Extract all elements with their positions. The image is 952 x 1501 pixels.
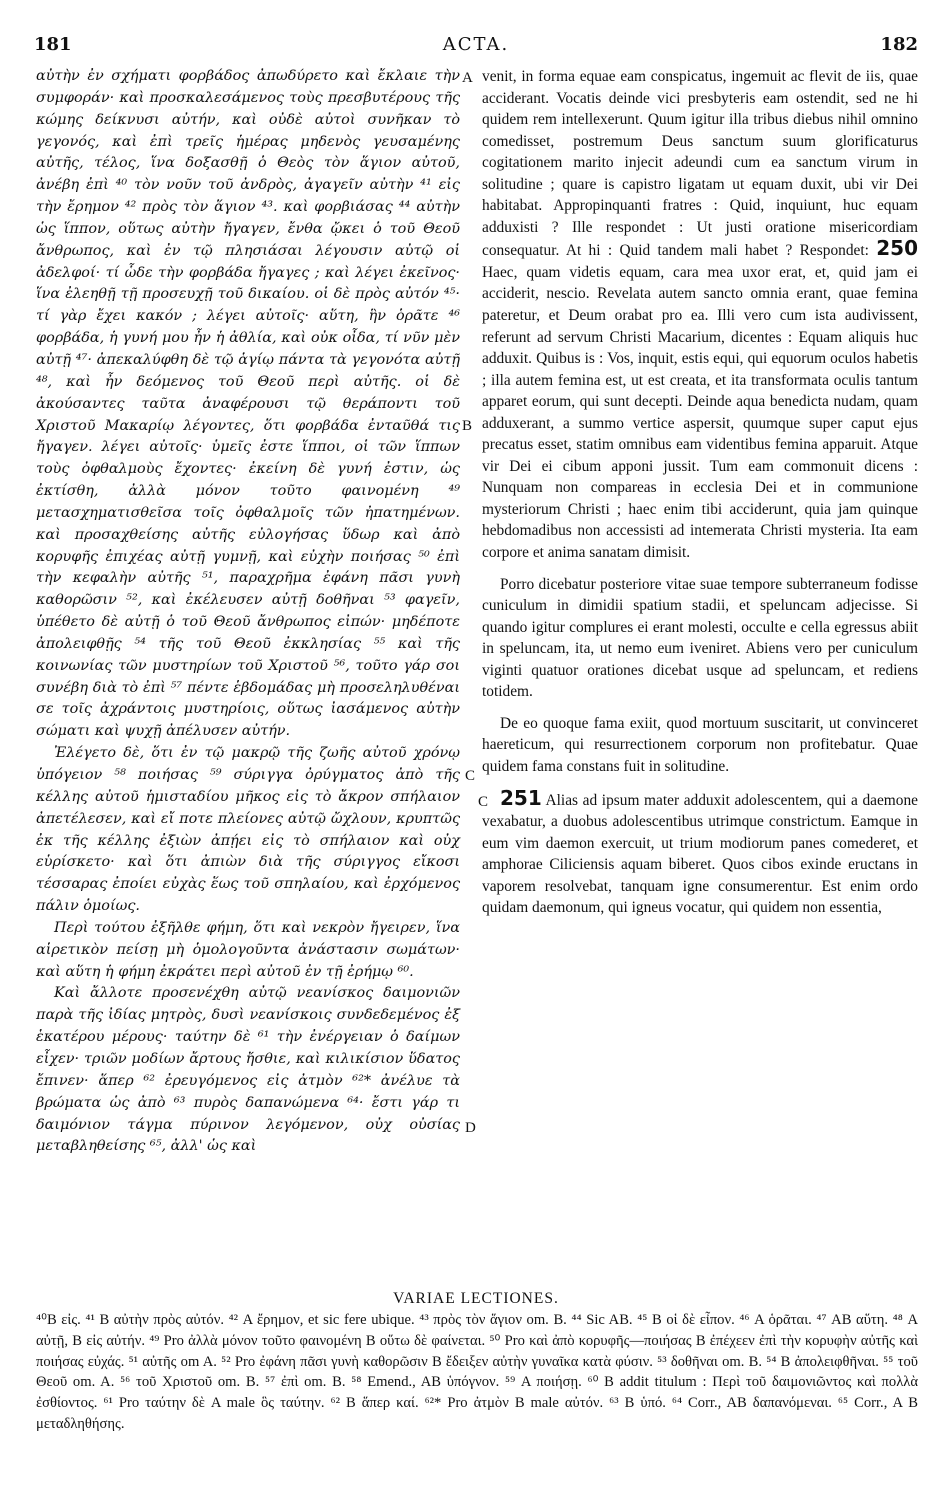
variae-lectiones-title: VARIAE LECTIONES. [393,1290,559,1307]
section-marker-a: A [462,70,473,86]
latin-paragraph-1-text: venit, in forma equae eam conspicatus, ingemuit ac flevit de iis, quae acciderant. Vocatis deinde vici presbyteris eam ostendit, sed ne hi quidem rem intellexerunt. Quum igitur illa tribus diebus nihil omnino comedisset, postremum Deus sanctum suum glorificaturus cogitationem marito injecit adeundi cum ea sanctum virum in solitudine ; quare is capistro ligatam ut equam duxit, ubi vir Dei habitabat. Appropinquanti fratres : Quid, inquiunt, huc equam adduxisti ? Ille respondet : Ut justi oratione misericordiam consequatur. At hi : Quid tandem mali habet ? Respondet: [482,68,918,260]
section-marker-b: B [462,418,473,434]
page-header [34,34,918,60]
latin-paragraph-1 [482,66,918,564]
latin-paragraph-2: Porro dicebatur posteriore vitae suae tempore subterraneum fodisse cuniculum in dimidii spatium stadii, et speluncam adjecisse. Si quando igitur complures ei erant molesti, occulte e cella egressus abiit in speluncam, ita, ut nemo eum iveniret. Abiens vero per cuniculum viginti quatuor orationes dicebat usque ad speluncam, et rediens totidem. [482,575,918,701]
latin-paragraph-1-continued: Haec, quam videtis equam, cara mea uxor erat, et, quid jam ei acciderit, nescio. Revelata autem sancto omnia erant, quae femina pateretur, et Deum orabat pro ea. Illi vero cum ista audivissent, referunt ad servum Christi Macarium, dicentes : Equam aliquis huc adduxit. Quibus is : Vos, inquit, estis equi, qui equorum oculos habetis ; illa autem femina est, ut est creata, et ita transformata oculis tantum apparet eorum, qui sunt decepti. Deinde aqua benedicta nudam, quam adduxerant, a summo vertice aspersit, quumque super caput ejus precatus esset, statim omnibus eam videntibus femina apparuit. Atque vir Dei ei cibum apponi jussit. Tum eam commonuit dicens : Nunquam non compareas in ecclesia Dei et in communione mysteriorum Christi ; haec enim tibi acciderunt, quia jam quinque hebdomadibus non accessisti ad intemerata Christi mysteria. Ita eam corpore et anima sanatam dimisit. [482,263,918,562]
section-marker-c-right: C [478,794,489,810]
page-number-right: 182 [880,34,918,55]
section-marker-c-left: C [465,768,476,784]
greek-paragraph-1: αὐτὴν ἐν σχήματι φορβάδος ἀπωδύρετο καὶ ἔκλαιε τὴν συμφοράν· καὶ προσκαλεσάμενος τοὺς πρεσβυτέρους τῆς κώμης δείκνυσι αὐτήν, καὶ οὐδὲ αὐτοὶ συνῆκαν τὸ γεγονός, καὶ ἐπὶ τρεῖς ἡμέρας μηδενὸς γευσαμένης αὐτῆς, τέλος, ἵνα δοξασθῇ ὁ Θεὸς τὸν ἅγιον αὐτοῦ, ἀνέβη ἐπὶ ⁴⁰ τὸν νοῦν τοῦ ἀνδρὸς, ἀγαγεῖν αὐτὴν ⁴¹ εἰς τὴν ἔρημον ⁴² πρὸς τὸν ἅγιον ⁴³. καὶ φορβιάσας ⁴⁴ αὐτὴν ὡς ἵππον, οὕτως αὐτὴν ἤγαγεν, ἔνθα ᾤκει ὁ τοῦ Θεοῦ ἄνθρωπος, καὶ ἐν τῷ πλησιάσαι λέγουσιν αὐτῷ οἱ ἀδελφοί· τί ὧδε τὴν φορβάδα ἤγαγες ; καὶ λέγει ἐκεῖνος· ἵνα ἐλεηθῇ τῇ προσευχῇ τοῦ δικαίου. οἱ δὲ πρὸς αὐτόν ⁴⁵· τί γὰρ ἔχει κακόν ; λέγει αὐτοῖς· αὕτη, ἣν ὁρᾶτε ⁴⁶ φορβάδα, ἡ γυνή μου ἦν ἡ ἀθλία, καὶ οὐκ οἶδα, τί νῦν μὲν αὐτῇ ⁴⁷· ἀπεκαλύφθη δὲ τῷ ἁγίῳ πάντα τὰ γεγονότα αὐτῇ ⁴⁸, καὶ ἦν δεόμενος τοῦ Θεοῦ περὶ αὐτῆς. οἱ δὲ ἀκούσαντες ταῦτα ἀναφέρουσι τῷ θεράποντι τοῦ Χριστοῦ Μακαρίῳ λέγοντες, ὅτι φορβάδα ἐνταῦθά τις ἤγαγεν. λέγει αὐτοῖς· ὑμεῖς ἐστε ἵπποι, οἱ τῶν ἵππων τοὺς ὀφθαλμοὺς ἔχοντες· ἐκείνη δὲ γυνή ἐστιν, ὡς ἐκτίσθη, ἀλλὰ μόνον τοῦτο φαινομένη ⁴⁹ μετασχηματισθεῖσα τοῖς ὀφθαλμοῖς τῶν ἠπατημένων. καὶ προσαχθείσης αὐτῆς εὐλογήσας ὕδωρ καὶ ἀπὸ κορυφῆς ἐπιχέας αὐτῇ γυμνῇ, καὶ εὐχὴν ποιήσας ⁵⁰ ἐπὶ τὴν κεφαλὴν αὐτῆς ⁵¹, παραχρῆμα ἐφάνη πᾶσι γυνὴ καθορῶσιν ⁵², καὶ ἐκέλευσεν αὐτῇ δοθῆναι ⁵³ φαγεῖν, ὑπέθετο δὲ αὐτῇ ὁ τοῦ Θεοῦ ἄνθρωπος εἰπών· μηδέποτε ἀπολειφθῇς ⁵⁴ τῆς τοῦ Θεοῦ ἐκκλησίας ⁵⁵ καὶ τῆς κοινωνίας τῶν μυστηρίων τοῦ Χριστοῦ ⁵⁶, τοῦτο γάρ σοι συνέβη διὰ τὸ ἐπὶ ⁵⁷ πέντε ἑβδομάδας μὴ προσεληλυθέναι σε τοῖς ἀχράντοις μυστηρίοις, οὕτως ἰασάμενος αὐτὴν σώματι καὶ ψυχῇ ἀπέλυσεν αὐτήν. [36,68,460,740]
section-number-251: 251 [500,785,542,810]
variae-lectiones-text: ⁴⁰B εἰς. ⁴¹ B αὐτὴν πρὸς αὐτόν. ⁴² A ἔρημον, et sic fere ubique. ⁴³ πρὸς τὸν ἅγιον om. B. ⁴⁴ Sic AB. ⁴⁵ B οἱ δὲ εἶπον. ⁴⁶ A ὁρᾶται. ⁴⁷ AB αὕτη. ⁴⁸ A αὐτῇ, B εἰς αὐτήν. ⁴⁹ Pro ἀλλὰ μόνον τοῦτο φαινομένη B οὕτω δὲ φαίνεται. ⁵⁰ Pro καὶ ἀπὸ κορυφῆς—ποιήσας B ἐπέχεεν ἐπὶ τὴν κορυφὴν αὐτῆς καὶ ποιήσας εὐχάς. ⁵¹ αὐτῆς om A. ⁵² Pro ἐφάνη πᾶσι γυνὴ καθορῶσιν B ἔδειξεν αὐτὴν γυναῖκα κατὰ φύσιν. ⁵³ δοθῆναι om. B. ⁵⁴ B ἀπολειφθῆναι. ⁵⁵ τοῦ Θεοῦ om. A. ⁵⁶ τοῦ Χριστοῦ om. B. ⁵⁷ ἐπὶ om. B. ⁵⁸ Emend., AB ὑπόγνον. ⁵⁹ A ποιήσῃ. ⁶⁰ B addit titulum : Περὶ τοῦ δαιμονιῶντος καὶ πολλὰ ἐσθίοντος. ⁶¹ Pro ταύτην δὲ A male ὃς ταύτην. ⁶² B ἅπερ καί. ⁶²* Pro ἀτμὸν B male αὐτόν. ⁶³ B ὑπό. ⁶⁴ Corr., AB δαπανόμεναι. ⁶⁵ Corr., A B μεταδληθήσης. [36,1312,918,1432]
running-title: ACTA. [442,34,510,55]
latin-paragraph-4 [482,785,918,919]
greek-paragraph-3: Περὶ τούτου ἐξῆλθε φήμη, ὅτι καὶ νεκρὸν ἤγειρεν, ἵνα αἱρετικὸν πείσῃ μὴ ὁμολογοῦντα ἀνάστασιν σωμάτων· καὶ αὕτη ἡ φήμη ἐκράτει περὶ αὐτοῦ ἐν τῇ ἐρήμῳ ⁶⁰. [36,919,460,980]
greek-paragraph-2: Ἐλέγετο δὲ, ὅτι ἐν τῷ μακρῷ τῆς ζωῆς αὐτοῦ χρόνῳ ὑπόγειον ⁵⁸ ποιήσας ⁵⁹ σύριγγα ὀρύγματος ἀπὸ τῆς κέλλης αὐτοῦ ἡμισταδίου μῆκος εἰς τὸ ἄκρον σπήλαιον ἀπετέλεσεν, καὶ εἴ ποτε πλείονες αὐτῷ ὤχλουν, κρυπτῶς ἐκ τῆς κέλλης ἐξιὼν ἀπῄει εἰς τὸ σπήλαιον καὶ οὐχ εὑρίσκετο· καὶ ὅτι ἀπιὼν διὰ τῆς σύριγγος εἴκοσι τέσσαρας ἐποίει εὐχὰς ἕως τοῦ σπηλαίου, καὶ ἐρχόμενος πάλιν ὁμοίως. [36,745,460,915]
greek-paragraph-4: Καὶ ἄλλοτε προσενέχθη αὐτῷ νεανίσκος δαιμονιῶν παρὰ τῆς ἰδίας μητρὸς, δυσὶ νεανίσκοις συνδεδεμένος ἐξ ἑκατέρου μέρους· ταύτην δὲ ⁶¹ τὴν ἐνέργειαν ὁ δαίμων εἶχεν· τριῶν μοδίων ἄρτους ἤσθιε, καὶ κιλικίσιον ὕδατος ἔπινεν· ἅπερ ⁶² ἐρευγόμενος εἰς ἀτμὸν ⁶²* ἀνέλυε τὰ βρώματα ὡς ἀπὸ ⁶³ πυρὸς δαπανώμενα ⁶⁴· ἔστι γάρ τι δαιμόνιον τάγμα πύρινον λεγόμενον, οὐχ οὐσίας μεταβληθείσης ⁶⁵, ἀλλ' ὡς καὶ [36,985,460,1155]
page-number-left: 181 [34,34,72,55]
section-marker-d: D [465,1120,476,1136]
latin-paragraph-3: De eo quoque fama exiit, quod mortuum suscitarit, ut convinceret haereticum, qui resurrectionem corporum non profitebatur. Quae quidem fama constans fuit in solitudine. [482,714,918,775]
greek-column [36,66,460,1158]
section-number-250: 250 [876,236,918,261]
latin-paragraph-4-text: Alias ad ipsum mater adduxit adolescentem, qui a daemone vexabatur, a duobus adolescentibus utrimque constrictum. Eamque in eum vim daemon exercuit, ut trium modiorum panes comederet, et amphorae Ciliciensis aquam biberet. Quos cibos exinde eructans in vaporem resolvebat, tanquam igne consumerentur. Est enim ordo quidam daemonum, qui igneus vocatur, qui quidem non essentia, [482,791,918,917]
latin-column [482,66,918,919]
